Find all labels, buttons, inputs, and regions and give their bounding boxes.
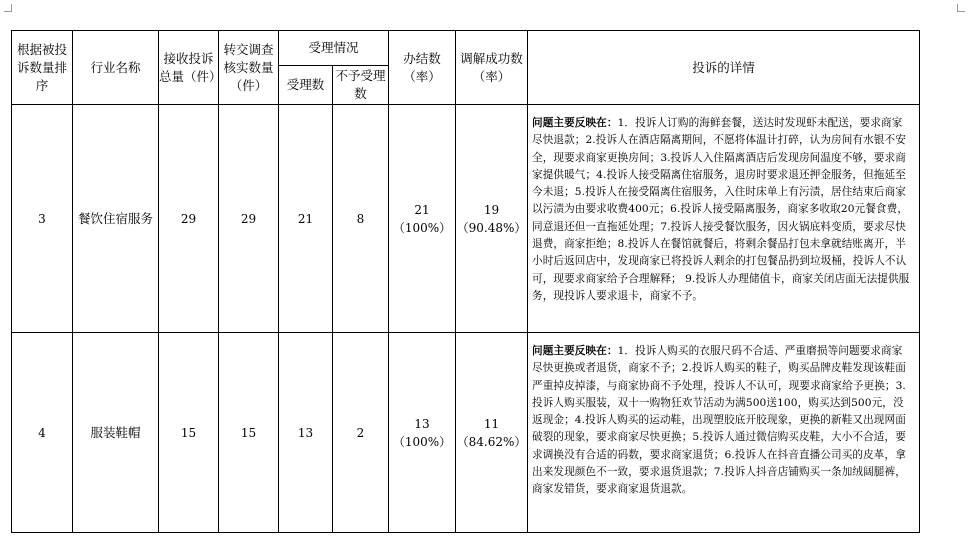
table-row [12,333,920,533]
closed-rate: （100%） [392,434,452,449]
header-acceptance: 受理情况 [279,31,389,66]
mediation-rate: （90.48%） [456,220,527,235]
complaint-table [11,30,920,533]
closed-rate: （100%） [392,220,452,235]
header-mediation: 调解成功数（率） [456,31,528,105]
header-industry: 行业名称 [73,31,159,105]
cell-rank: 4 [12,333,73,533]
cell-details [528,333,920,533]
cell-transferred: 29 [219,105,279,333]
detail-text: 1．投诉人订购的海鲜套餐，送达时发现虾未配送，要求商家尽快退款；2.投诉人在酒店隔离期间，不愿将体温计打碎，认为房间有水银不安全，现要求商家更换房间；3.投诉人入住隔离酒店后发现房间温度不够，要求商家提供暖气；4.投诉人接受隔离住宿服务，退房时要求退还押金服务，但拖延至今未退；5.投诉人在接受隔离住宿服务，入住时床单上有污渍，居住结束后商家以污渍为由要求收费400元；6.投诉人接受隔离服务，商家多收取20元餐食费，同意退还但一直拖延处理；7.投诉人接受餐饮服务，因火锅底料变质，要求尽快退费，商家拒绝；8.投诉人在餐馆就餐后，将剩余餐品打包未拿就结账离开，半小时后返回店中，发现商家已将投诉人剩余的打包餐品扔到垃圾桶，投诉人不认可，现要求商家给予合理解释； 9.投诉人办理储值卡，商家关闭店面无法提供服务，现投诉人要求退卡，商家不予。 [532,117,910,302]
cell-accepted: 13 [279,333,333,533]
cell-received: 29 [159,105,219,333]
mediation-count: 11 [483,416,500,431]
cell-mediation [456,333,528,533]
cell-not-accepted: 8 [333,105,389,333]
header-rank: 根据被投诉数量排序 [12,31,73,105]
header-accepted: 受理数 [279,66,333,105]
header-not-accepted: 不予受理数 [333,66,389,105]
table-row [12,105,920,333]
header-received: 接收投诉总量（件） [159,31,219,105]
detail-text: 1．投诉人购买的衣服尺码不合适、严重磨损等问题要求商家尽快更换或者退货，商家不予；2.投诉人购买的鞋子，购买品牌皮鞋发现该鞋面严重掉皮掉漆，与商家协商不予处理，投诉人不认可，现要求商家给予更换；3.投诉人购买服装，双十一购物狂欢节活动为满500送100，购买达到500元，没返现金；4.投诉人购买的运动鞋，出现塑胶底开胶现象，更换的新鞋又出现网面破裂的现象，要求商家尽快更换；5.投诉人通过微信购买皮鞋，大小不合适，要求调换没有合适的码数，要求商家退货；6.投诉人在抖音直播公司买的皮革，拿出来发现颜色不一致，要求退货退款；7.投诉人抖音店铺购买一条加绒阔腿裤，商家发错货，要求商家退货退款。 [532,345,906,496]
cell-rank: 3 [12,105,73,333]
cell-closed [389,333,456,533]
detail-label: 问题主要反映在： [532,117,618,129]
mediation-rate: （84.62%） [456,434,527,449]
mediation-count: 19 [483,202,500,217]
cell-industry: 服装鞋帽 [73,333,159,533]
detail-label: 问题主要反映在： [532,345,618,357]
header-details: 投诉的详情 [528,31,920,105]
closed-count: 13 [414,416,430,431]
cell-industry: 餐饮住宿服务 [73,105,159,333]
cell-mediation [456,105,528,333]
closed-count: 21 [414,202,430,217]
cell-transferred: 15 [219,333,279,533]
cell-received: 15 [159,333,219,533]
cell-accepted: 21 [279,105,333,333]
header-closed: 办结数（率） [389,31,456,105]
header-transferred: 转交调查核实数量（件） [219,31,279,105]
cell-not-accepted: 2 [333,333,389,533]
cell-details [528,105,920,333]
page-corner-mark-right [957,4,965,12]
page-corner-mark-left [4,4,12,12]
cell-closed [389,105,456,333]
